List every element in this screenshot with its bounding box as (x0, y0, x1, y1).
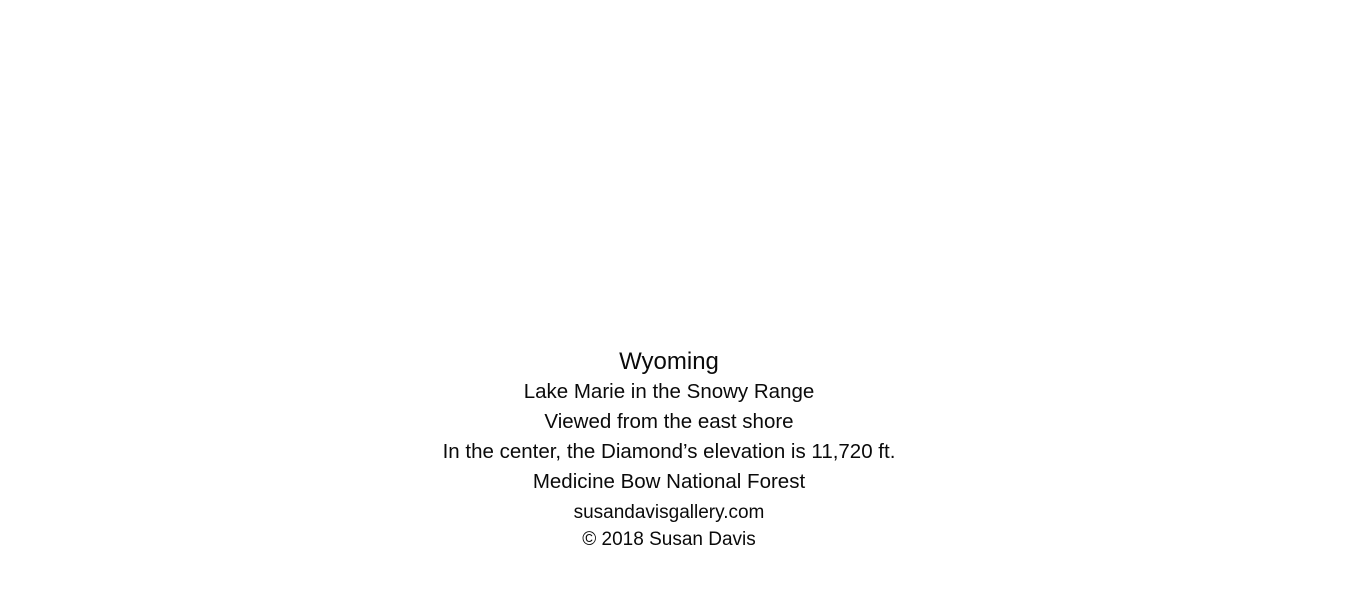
caption-line-viewpoint: Viewed from the east shore (544, 410, 794, 433)
caption-line-elevation: In the center, the Diamond’s elevation is 11,720 ft. (442, 440, 896, 463)
caption-line-forest: Medicine Bow National Forest (532, 470, 806, 493)
caption-line-subject: Lake Marie in the Snowy Range (523, 380, 815, 403)
website-text: susandavisgallery.com (573, 502, 765, 523)
photo-caption-block (0, 346, 1344, 553)
copyright-text: © 2018 Susan Davis (582, 529, 756, 550)
caption-title: Wyoming (619, 348, 719, 375)
